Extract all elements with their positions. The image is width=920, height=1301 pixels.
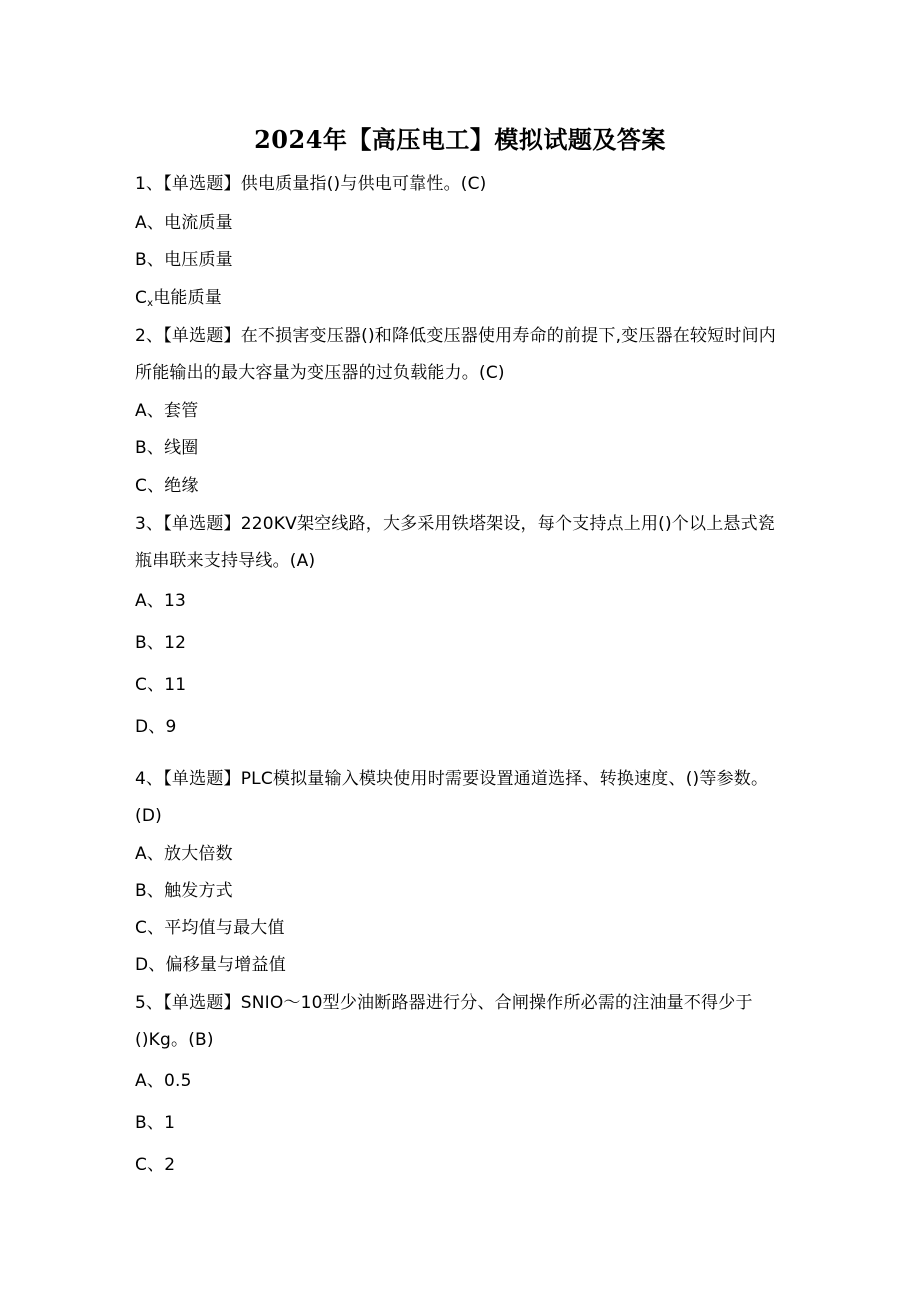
question-4-text: 4、【单选题】PLC模拟量输入模块使用时需要设置通道选择、转换速度、()等参数。(D)	[135, 769, 769, 826]
question-3-option-c: C、11	[135, 675, 187, 695]
question-3-text: 3、【单选题】220KV架空线路，大多采用铁塔架设，每个支持点上用()个以上悬式瓷瓶串联来支持导线。(A)	[135, 514, 776, 571]
question-5-option-a: A、0.5	[135, 1071, 192, 1091]
question-5-option-b: B、1	[135, 1113, 176, 1133]
question-4-option-c: C、平均值与最大值	[135, 918, 285, 938]
question-2-text: 2、【单选题】在不损害变压器()和降低变压器使用寿命的前提下,变压器在较短时间内所能输出的最大容量为变压器的过负载能力。(C)	[135, 326, 776, 383]
question-5-text: 5、【单选题】SNIO～10型少油断路器进行分、合闸操作所必需的注油量不得少于()Kg。(B)	[135, 993, 753, 1050]
question-1-text: 1、【单选题】供电质量指()与供电可靠性。(C)	[135, 174, 487, 194]
question-3-option-a: A、13	[135, 591, 187, 611]
question-1-option-b: B、电压质量	[135, 250, 233, 270]
question-4-option-d: D、偏移量与增益值	[135, 955, 286, 975]
option-text: 电能质量	[153, 288, 223, 308]
question-3-option-d: D、9	[135, 717, 177, 737]
option-letter: C	[135, 288, 148, 308]
question-5-option-c: C、2	[135, 1155, 176, 1175]
question-3-option-b: B、12	[135, 633, 187, 653]
question-4-option-b: B、触发方式	[135, 881, 233, 901]
question-2-option-c: C、绝缘	[135, 476, 199, 496]
question-1-option-c	[135, 286, 735, 316]
question-1-option-a: A、电流质量	[135, 213, 233, 233]
question-4-option-a: A、放大倍数	[135, 844, 233, 864]
option-subscript: x	[147, 298, 154, 309]
question-2-option-a: A、套管	[135, 401, 199, 421]
question-2-option-b: B、线圈	[135, 438, 199, 458]
document-title: 2024年【高压电工】模拟试题及答案	[254, 125, 666, 154]
